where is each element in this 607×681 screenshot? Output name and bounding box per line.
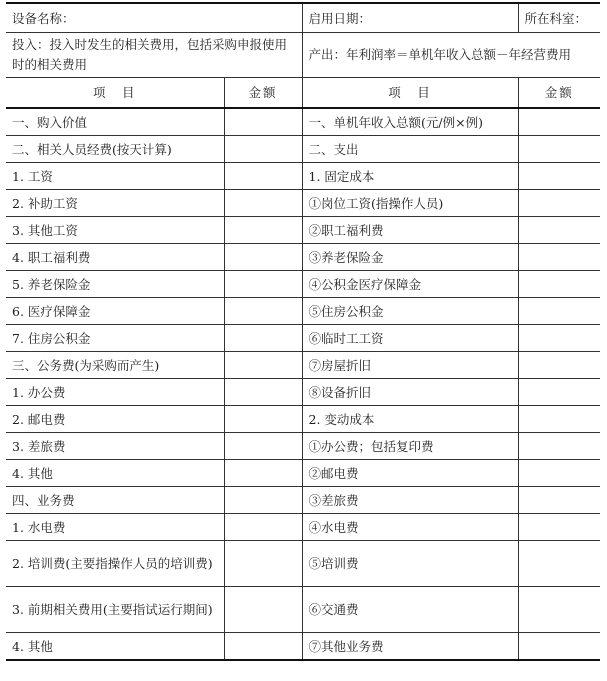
- right-item-label: 一、单机年收入总额(元/例×例): [302, 108, 518, 136]
- left-amount-cell[interactable]: [224, 487, 302, 514]
- left-item-label: 二、相关人员经费(按天计算): [6, 136, 224, 163]
- device-name-label: 设备名称：: [6, 3, 302, 33]
- right-item-label: ④水电费: [302, 514, 518, 541]
- left-amount-cell[interactable]: [224, 406, 302, 433]
- left-item-label: 一、购入价值: [6, 108, 224, 136]
- right-item-label: ⑥交通费: [302, 587, 518, 633]
- right-amount-cell[interactable]: [518, 587, 600, 633]
- right-item-label: ⑦房屋折旧: [302, 352, 518, 379]
- left-amount-cell[interactable]: [224, 163, 302, 190]
- left-item-label: 7. 住房公积金: [6, 325, 224, 352]
- right-item-label: 2. 变动成本: [302, 406, 518, 433]
- left-item-label: 4. 其他: [6, 633, 224, 661]
- table-row: [6, 325, 600, 352]
- table-row: [6, 433, 600, 460]
- right-item-label: ⑥临时工工资: [302, 325, 518, 352]
- right-amount-cell[interactable]: [518, 217, 600, 244]
- left-item-label: 四、业务费: [6, 487, 224, 514]
- department-label: 所在科室：: [518, 3, 600, 33]
- table-row: [6, 487, 600, 514]
- left-amount-cell[interactable]: [224, 633, 302, 661]
- right-amount-cell[interactable]: [518, 136, 600, 163]
- left-amount-cell[interactable]: [224, 433, 302, 460]
- left-amount-cell[interactable]: [224, 541, 302, 587]
- table-row: [6, 136, 600, 163]
- cost-table: [6, 2, 600, 661]
- right-amount-cell[interactable]: [518, 352, 600, 379]
- right-amount-cell[interactable]: [518, 460, 600, 487]
- right-amount-cell[interactable]: [518, 379, 600, 406]
- right-amount-cell[interactable]: [518, 433, 600, 460]
- right-item-label: ⑤培训费: [302, 541, 518, 587]
- table-row: [6, 352, 600, 379]
- column-header-amount-left: 金额: [224, 78, 302, 109]
- right-amount-cell[interactable]: [518, 108, 600, 136]
- header-row: [6, 3, 600, 33]
- output-description: 产出：年利润率＝单机年收入总额－年经营费用: [302, 33, 600, 78]
- table-body: [6, 108, 600, 660]
- cost-benefit-form: [6, 2, 600, 661]
- intro-row: [6, 33, 600, 78]
- right-item-label: ②邮电费: [302, 460, 518, 487]
- left-amount-cell[interactable]: [224, 352, 302, 379]
- table-row: [6, 406, 600, 433]
- left-amount-cell[interactable]: [224, 587, 302, 633]
- table-row: [6, 271, 600, 298]
- left-item-label: 1. 工资: [6, 163, 224, 190]
- start-date-label: 启用日期：: [302, 3, 518, 33]
- left-amount-cell[interactable]: [224, 190, 302, 217]
- right-item-label: ④公积金医疗保障金: [302, 271, 518, 298]
- left-item-label: 6. 医疗保障金: [6, 298, 224, 325]
- right-amount-cell[interactable]: [518, 190, 600, 217]
- right-item-label: ③养老保险金: [302, 244, 518, 271]
- right-amount-cell[interactable]: [518, 514, 600, 541]
- right-amount-cell[interactable]: [518, 298, 600, 325]
- left-amount-cell[interactable]: [224, 217, 302, 244]
- right-amount-cell[interactable]: [518, 633, 600, 661]
- right-amount-cell[interactable]: [518, 325, 600, 352]
- left-item-label: 三、公务费(为采购而产生): [6, 352, 224, 379]
- right-item-label: ⑧设备折旧: [302, 379, 518, 406]
- right-amount-cell[interactable]: [518, 163, 600, 190]
- table-row: [6, 633, 600, 661]
- left-item-label: 2. 邮电费: [6, 406, 224, 433]
- left-item-label: 3. 差旅费: [6, 433, 224, 460]
- left-item-label: 4. 其他: [6, 460, 224, 487]
- left-item-label: 1. 办公费: [6, 379, 224, 406]
- column-header-item-right: 项 目: [302, 78, 518, 109]
- right-item-label: ①岗位工资(指操作人员): [302, 190, 518, 217]
- table-row: [6, 379, 600, 406]
- column-header-item-left: 项 目: [6, 78, 224, 109]
- left-amount-cell[interactable]: [224, 271, 302, 298]
- left-amount-cell[interactable]: [224, 325, 302, 352]
- table-row: [6, 541, 600, 587]
- table-row: [6, 460, 600, 487]
- table-row: [6, 298, 600, 325]
- right-item-label: ⑦其他业务费: [302, 633, 518, 661]
- left-item-label: 1. 水电费: [6, 514, 224, 541]
- table-row: [6, 244, 600, 271]
- right-amount-cell[interactable]: [518, 541, 600, 587]
- table-row: [6, 190, 600, 217]
- table-row: [6, 217, 600, 244]
- left-amount-cell[interactable]: [224, 108, 302, 136]
- left-item-label: 3. 其他工资: [6, 217, 224, 244]
- left-item-label: 4. 职工福利费: [6, 244, 224, 271]
- table-row: [6, 514, 600, 541]
- left-amount-cell[interactable]: [224, 298, 302, 325]
- right-item-label: ①办公费；包括复印费: [302, 433, 518, 460]
- left-item-label: 5. 养老保险金: [6, 271, 224, 298]
- table-row: [6, 108, 600, 136]
- left-item-label: 3. 前期相关费用(主要指试运行期间): [6, 587, 224, 633]
- table-row: [6, 587, 600, 633]
- right-item-label: ③差旅费: [302, 487, 518, 514]
- right-amount-cell[interactable]: [518, 271, 600, 298]
- table-row: [6, 163, 600, 190]
- right-amount-cell[interactable]: [518, 244, 600, 271]
- right-item-label: ⑤住房公积金: [302, 298, 518, 325]
- right-amount-cell[interactable]: [518, 487, 600, 514]
- right-item-label: ②职工福利费: [302, 217, 518, 244]
- left-item-label: 2. 培训费(主要指操作人员的培训费): [6, 541, 224, 587]
- column-header-amount-right: 金额: [518, 78, 600, 109]
- left-amount-cell[interactable]: [224, 136, 302, 163]
- left-amount-cell[interactable]: [224, 379, 302, 406]
- left-amount-cell[interactable]: [224, 244, 302, 271]
- right-amount-cell[interactable]: [518, 406, 600, 433]
- left-amount-cell[interactable]: [224, 514, 302, 541]
- input-description: 投入：投入时发生的相关费用，包括采购申报使用时的相关费用: [6, 33, 302, 78]
- right-item-label: 二、支出: [302, 136, 518, 163]
- left-item-label: 2. 补助工资: [6, 190, 224, 217]
- left-amount-cell[interactable]: [224, 460, 302, 487]
- column-header-row: [6, 78, 600, 109]
- right-item-label: 1. 固定成本: [302, 163, 518, 190]
